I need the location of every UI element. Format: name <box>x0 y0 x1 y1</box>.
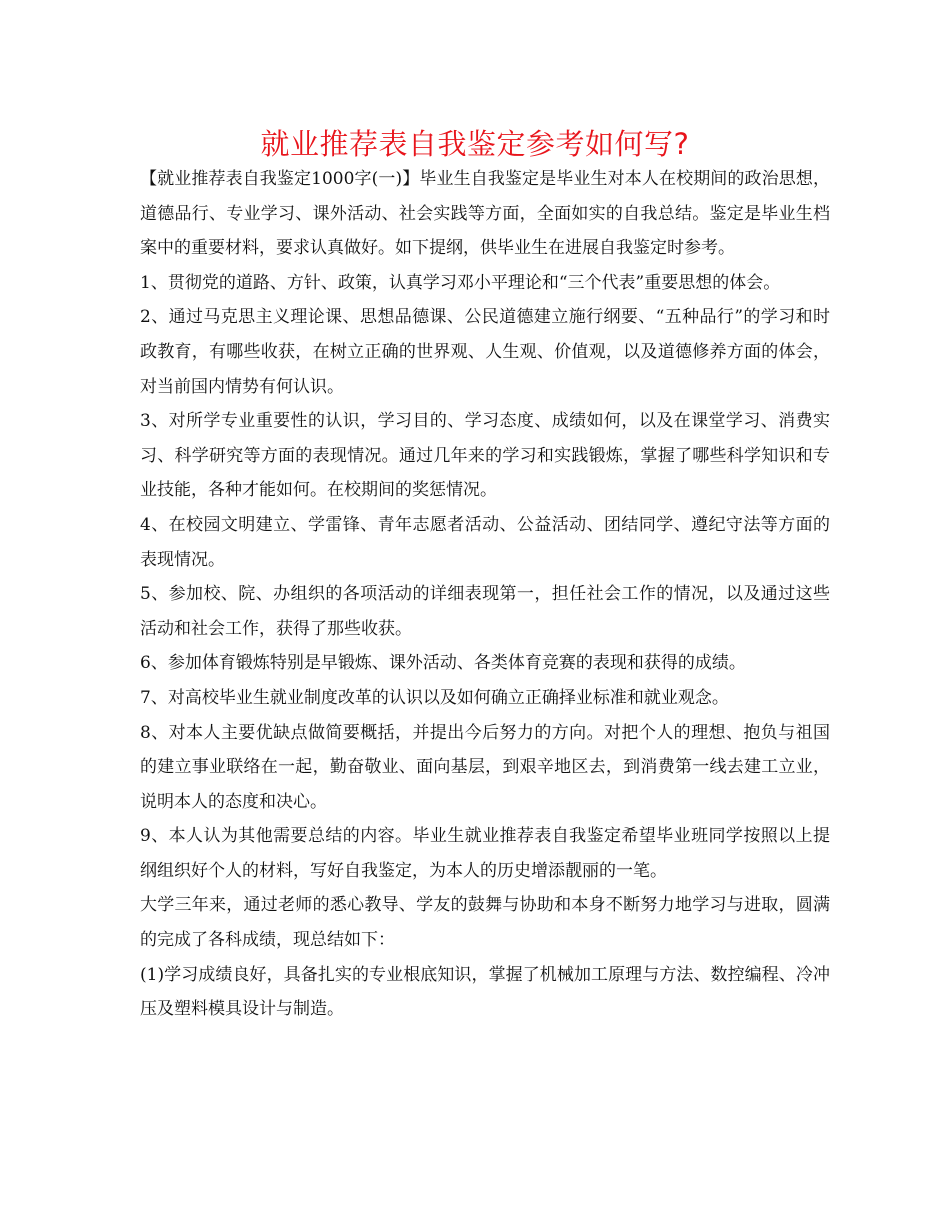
list-item-3: 3、对所学专业重要性的认识，学习目的、学习态度、成绩如何，以及在课堂学习、消费实习、科学研究等方面的表现情况。通过几年来的学习和实践锻炼，掌握了哪些科学知识和专业技能，各种才能如何。在校期间的奖惩情况。 <box>140 411 830 501</box>
summary-item-1: (1)学习成绩良好，具备扎实的专业根底知识，掌握了机械加工原理与方法、数控编程、冷冲压及塑料模具设计与制造。 <box>140 964 830 1020</box>
list-item-6: 6、参加体育锻炼特别是早锻炼、课外活动、各类体育竞赛的表现和获得的成绩。 <box>140 653 746 674</box>
intro-paragraph: 【就业推荐表自我鉴定1000字(一)】毕业生自我鉴定是毕业生对本人在校期间的政治思想，道德品行、专业学习、课外活动、社会实践等方面，全面如实的自我总结。鉴定是毕业生档案中的重要材料，要求认真做好。如下提纲，供毕业生在进展自我鉴定时参考。 <box>140 169 830 259</box>
list-item-5: 5、参加校、院、办组织的各项活动的详细表现第一，担任社会工作的情况，以及通过这些活动和社会工作，获得了那些收获。 <box>140 584 830 639</box>
list-item-7: 7、对高校毕业生就业制度改革的认识以及如何确立正确择业标准和就业观念。 <box>140 687 729 708</box>
list-item-9: 9、本人认为其他需要总结的内容。毕业生就业推荐表自我鉴定希望毕业班同学按照以上提纲组织好个人的材料，写好自我鉴定，为本人的历史增添靓丽的一笔。 <box>140 826 830 881</box>
list-item-8: 8、对本人主要优缺点做简要概括，并提出今后努力的方向。对把个人的理想、抱负与祖国的建立事业联络在一起，勤奋敬业、面向基层，到艰辛地区去，到消费第一线去建工立业，说明本人的态度和决心。 <box>140 722 830 812</box>
list-item-4: 4、在校园文明建立、学雷锋、青年志愿者活动、公益活动、团结同学、遵纪守法等方面的表现情况。 <box>140 514 830 570</box>
summary-paragraph: 大学三年来，通过老师的悉心教导、学友的鼓舞与协助和本身不断努力地学习与进取，圆满的完成了各科成绩，现总结如下： <box>140 895 830 951</box>
document-body <box>140 162 830 1027</box>
list-item-1: 1、贯彻党的道路、方针、政策，认真学习邓小平理论和“三个代表”重要思想的体会。 <box>140 272 781 293</box>
list-item-2: 2、通过马克思主义理论课、思想品德课、公民道德建立施行纲要、“五种品行”的学习和时政教育，有哪些收获，在树立正确的世界观、人生观、价值观，以及道德修养方面的体会，对当前国内情势有何认识。 <box>140 307 830 397</box>
page-title: 就业推荐表自我鉴定参考如何写? <box>260 127 690 161</box>
